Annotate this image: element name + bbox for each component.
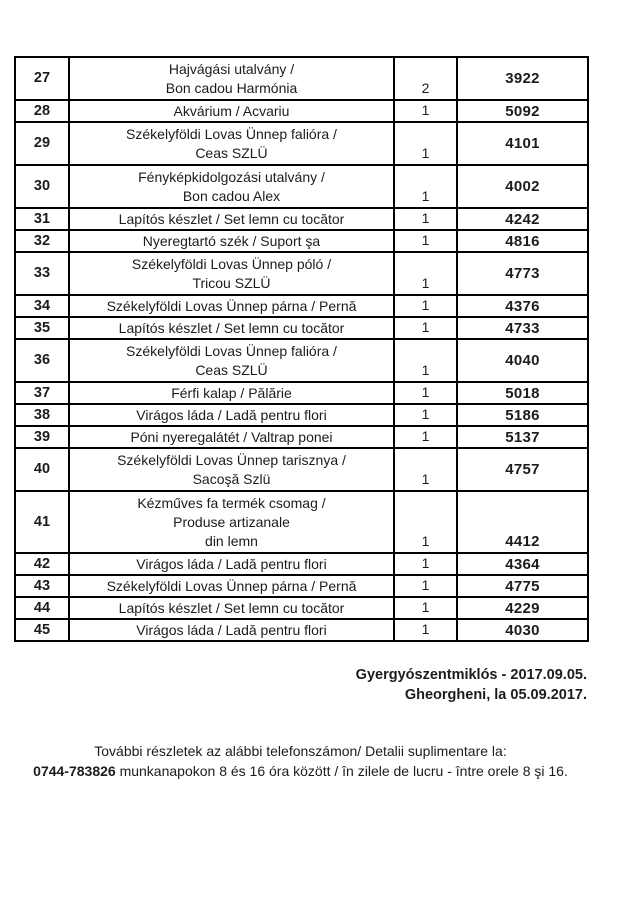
item-quantity: 1 — [394, 448, 457, 491]
items-table-body — [15, 57, 588, 641]
item-name — [69, 317, 394, 339]
row-number: 33 — [15, 252, 69, 295]
item-name — [69, 230, 394, 252]
item-quantity: 1 — [394, 252, 457, 295]
item-code: 5186 — [457, 404, 588, 426]
row-number: 29 — [15, 122, 69, 165]
item-name — [69, 339, 394, 382]
item-name — [69, 208, 394, 230]
item-quantity: 1 — [394, 208, 457, 230]
item-name-line: Fényképkidolgozási utalvány / — [138, 168, 325, 185]
item-name-line: Lapítós készlet / Set lemn cu tocător — [118, 599, 345, 616]
item-quantity: 1 — [394, 491, 457, 553]
item-quantity: 1 — [394, 230, 457, 252]
table-row — [15, 575, 588, 597]
item-name-line: Sacoşă Szlü — [192, 470, 271, 487]
item-quantity: 1 — [394, 553, 457, 575]
item-name — [69, 295, 394, 317]
item-code: 4040 — [457, 339, 588, 382]
item-name-line: Székelyföldi Lovas Ünnep párna / Pernă — [106, 577, 357, 594]
item-name-line: Hajvágási utalvány / — [168, 60, 295, 77]
contact-info-line1: További részletek az alábbi telefonszámon/ Detalii suplimentare la: — [94, 743, 507, 759]
table-row — [15, 553, 588, 575]
date-line-hungarian: Gyergyószentmiklós - 2017.09.05. — [355, 667, 587, 683]
item-name — [69, 404, 394, 426]
table-row — [15, 448, 588, 491]
item-name-line: Bon cadou Alex — [182, 187, 281, 204]
item-name-line: Székelyföldi Lovas Ünnep póló / — [131, 255, 332, 272]
contact-info-line2 — [14, 762, 587, 782]
item-quantity: 1 — [394, 575, 457, 597]
item-quantity: 1 — [394, 339, 457, 382]
item-name — [69, 553, 394, 575]
row-number: 44 — [15, 597, 69, 619]
item-name-line: Bon cadou Harmónia — [165, 79, 298, 96]
item-name — [69, 597, 394, 619]
contact-info-line2-rest: munkanapokon 8 és 16 óra között / în zilele de lucru - între orele 8 şi 16. — [115, 762, 568, 779]
row-number: 37 — [15, 382, 69, 404]
table-row — [15, 404, 588, 426]
table-row — [15, 597, 588, 619]
table-row — [15, 122, 588, 165]
row-number: 41 — [15, 491, 69, 553]
item-name — [69, 57, 394, 100]
item-name-line: din lemn — [205, 532, 258, 549]
item-name-line: Virágos láda / Ladă pentru flori — [136, 406, 327, 423]
item-name-line: Ceas SZLÜ — [195, 361, 268, 378]
date-line-romanian: Gheorgheni, la 05.09.2017. — [404, 686, 587, 703]
item-quantity: 1 — [394, 295, 457, 317]
item-code: 5137 — [457, 426, 588, 448]
item-code: 4002 — [457, 165, 588, 208]
row-number: 27 — [15, 57, 69, 100]
table-row — [15, 252, 588, 295]
item-code: 4816 — [457, 230, 588, 252]
item-code: 4376 — [457, 295, 588, 317]
item-name — [69, 426, 394, 448]
item-code: 4030 — [457, 619, 588, 641]
table-row — [15, 382, 588, 404]
row-number: 40 — [15, 448, 69, 491]
table-row — [15, 100, 588, 122]
item-quantity: 1 — [394, 382, 457, 404]
item-code: 4773 — [457, 252, 588, 295]
table-row — [15, 317, 588, 339]
item-quantity: 1 — [394, 426, 457, 448]
table-row — [15, 426, 588, 448]
item-quantity: 1 — [394, 100, 457, 122]
item-quantity: 1 — [394, 165, 457, 208]
row-number: 39 — [15, 426, 69, 448]
item-quantity: 1 — [394, 619, 457, 641]
table-row — [15, 165, 588, 208]
row-number: 45 — [15, 619, 69, 641]
item-code: 4412 — [457, 491, 588, 553]
date-block — [356, 666, 587, 705]
phone-number: 0744-783826 — [33, 762, 116, 779]
item-name — [69, 619, 394, 641]
items-table — [14, 56, 589, 642]
item-name — [69, 382, 394, 404]
item-name-line: Virágos láda / Ladă pentru flori — [136, 555, 327, 572]
item-name-line: Virágos láda / Ladă pentru flori — [136, 621, 327, 638]
item-quantity: 2 — [394, 57, 457, 100]
item-code: 4101 — [457, 122, 588, 165]
item-code: 5092 — [457, 100, 588, 122]
row-number: 31 — [15, 208, 69, 230]
item-name-line: Székelyföldi Lovas Ünnep falióra / — [126, 125, 337, 142]
row-number: 30 — [15, 165, 69, 208]
table-row — [15, 619, 588, 641]
item-name — [69, 252, 394, 295]
table-row — [15, 491, 588, 553]
item-name-line: Székelyföldi Lovas Ünnep tarisznya / — [117, 451, 346, 468]
row-number: 34 — [15, 295, 69, 317]
row-number: 42 — [15, 553, 69, 575]
item-code: 5018 — [457, 382, 588, 404]
row-number: 36 — [15, 339, 69, 382]
item-name — [69, 100, 394, 122]
item-quantity: 1 — [394, 404, 457, 426]
item-name-line: Produse artizanale — [173, 513, 290, 530]
table-row — [15, 295, 588, 317]
item-code: 4364 — [457, 553, 588, 575]
table-row — [15, 208, 588, 230]
row-number: 38 — [15, 404, 69, 426]
row-number: 43 — [15, 575, 69, 597]
table-row — [15, 339, 588, 382]
item-code: 4242 — [457, 208, 588, 230]
item-code: 3922 — [457, 57, 588, 100]
item-code: 4775 — [457, 575, 588, 597]
item-code: 4229 — [457, 597, 588, 619]
row-number: 28 — [15, 100, 69, 122]
item-code: 4733 — [457, 317, 588, 339]
item-code: 4757 — [457, 448, 588, 491]
row-number: 35 — [15, 317, 69, 339]
item-name — [69, 165, 394, 208]
item-name-line: Lapítós készlet / Set lemn cu tocător — [118, 319, 345, 336]
item-name-line: Kézműves fa termék csomag / — [137, 494, 326, 511]
table-row — [15, 230, 588, 252]
item-name-line: Póni nyeregalátét / Valtrap ponei — [130, 428, 333, 445]
item-name-line: Nyeregtartó szék / Suport şa — [142, 232, 321, 249]
item-quantity: 1 — [394, 597, 457, 619]
item-quantity: 1 — [394, 122, 457, 165]
item-name-line: Ceas SZLÜ — [195, 144, 268, 161]
table-row — [15, 57, 588, 100]
item-name-line: Lapítós készlet / Set lemn cu tocător — [118, 210, 345, 227]
contact-info-block — [14, 742, 587, 781]
item-name-line: Akvárium / Acvariu — [173, 102, 290, 119]
row-number: 32 — [15, 230, 69, 252]
item-name-line: Székelyföldi Lovas Ünnep falióra / — [126, 342, 337, 359]
item-name-line: Tricou SZLÜ — [192, 274, 271, 291]
item-name-line: Székelyföldi Lovas Ünnep párna / Pernă — [106, 297, 357, 314]
item-name — [69, 122, 394, 165]
item-name — [69, 491, 394, 553]
item-name — [69, 448, 394, 491]
item-name — [69, 575, 394, 597]
item-quantity: 1 — [394, 317, 457, 339]
item-name-line: Férfi kalap / Pălărie — [171, 384, 292, 401]
